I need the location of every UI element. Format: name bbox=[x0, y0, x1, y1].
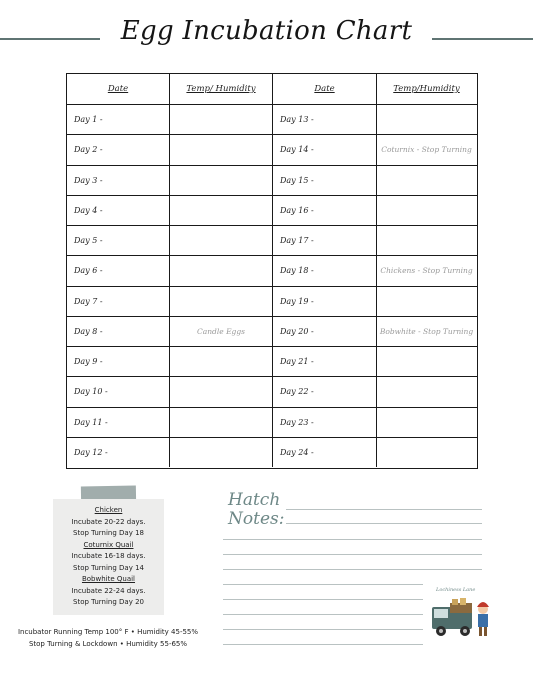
right-day-cell: Day 15 - bbox=[272, 166, 376, 195]
species-sticky-note bbox=[53, 499, 164, 615]
note-line bbox=[223, 614, 423, 615]
coturnix-title: Coturnix Quail bbox=[83, 540, 134, 549]
footer-running-temp: Incubator Running Temp 100° F • Humidity 45-55% bbox=[17, 628, 199, 636]
left-note-cell bbox=[169, 256, 272, 285]
note-line bbox=[223, 584, 423, 585]
left-note-cell bbox=[169, 287, 272, 316]
left-note-cell bbox=[169, 135, 272, 164]
right-day-cell: Day 22 - bbox=[272, 377, 376, 406]
table-row bbox=[67, 316, 477, 346]
footer-lockdown: Stop Turning & Lockdown • Humidity 55-65% bbox=[28, 640, 188, 648]
table-row bbox=[67, 407, 477, 437]
hatch-notes-title-line1: Hatch bbox=[228, 490, 281, 510]
right-note-cell bbox=[376, 347, 476, 376]
header-date-right: Date bbox=[272, 74, 376, 104]
left-note-cell bbox=[169, 438, 272, 467]
right-day-cell: Day 24 - bbox=[272, 438, 376, 467]
left-day-cell: Day 10 - bbox=[74, 387, 108, 397]
chicken-stop: Stop Turning Day 18 bbox=[73, 529, 144, 537]
page-title: Egg Incubation Chart bbox=[120, 16, 413, 46]
table-row bbox=[67, 134, 477, 164]
coturnix-incubate: Incubate 16-18 days. bbox=[71, 552, 146, 560]
note-line bbox=[223, 554, 482, 555]
left-day-cell: Day 4 - bbox=[74, 205, 103, 215]
left-note-cell bbox=[169, 226, 272, 255]
right-note-cell: Bobwhite - Stop Turning bbox=[376, 317, 476, 346]
left-day-cell: Day 8 - bbox=[74, 326, 103, 336]
left-day-cell: Day 11 - bbox=[74, 417, 108, 427]
right-day-cell: Day 16 - bbox=[272, 196, 376, 225]
header-temp-humidity-right: Temp/Humidity bbox=[376, 74, 476, 104]
right-day-cell: Day 13 - bbox=[272, 105, 376, 134]
left-note-cell bbox=[169, 377, 272, 406]
right-day-cell: Day 20 - bbox=[272, 317, 376, 346]
right-note-cell bbox=[376, 166, 476, 195]
note-line bbox=[223, 629, 423, 630]
right-day-cell: Day 19 - bbox=[272, 287, 376, 316]
title-rule-right bbox=[432, 38, 533, 40]
left-day-cell: Day 3 - bbox=[74, 175, 103, 185]
right-note-cell bbox=[376, 377, 476, 406]
table-row bbox=[67, 104, 477, 134]
left-note-cell bbox=[169, 166, 272, 195]
left-day-cell: Day 7 - bbox=[74, 296, 103, 306]
bobwhite-stop: Stop Turning Day 20 bbox=[73, 598, 144, 606]
right-note-cell bbox=[376, 287, 476, 316]
left-note-cell bbox=[169, 347, 272, 376]
title-rule-left bbox=[0, 38, 100, 40]
right-day-cell: Day 14 - bbox=[272, 135, 376, 164]
left-note-cell bbox=[169, 408, 272, 437]
left-day-cell: Day 5 - bbox=[74, 236, 103, 246]
right-day-cell: Day 18 - bbox=[272, 256, 376, 285]
note-line bbox=[223, 644, 423, 645]
note-line bbox=[286, 523, 482, 524]
right-note-cell bbox=[376, 408, 476, 437]
left-day-cell: Day 9 - bbox=[74, 357, 103, 367]
right-day-cell: Day 23 - bbox=[272, 408, 376, 437]
left-day-cell: Day 6 - bbox=[74, 266, 103, 276]
right-note-cell: Chickens - Stop Turning bbox=[376, 256, 476, 285]
incubation-table bbox=[66, 73, 478, 469]
left-day-cell: Day 12 - bbox=[74, 447, 108, 457]
table-header-row bbox=[67, 74, 477, 104]
table-row bbox=[67, 376, 477, 406]
header-date-left: Date bbox=[107, 84, 129, 94]
table-row bbox=[67, 255, 477, 285]
right-day-cell: Day 21 - bbox=[272, 347, 376, 376]
note-line bbox=[286, 509, 482, 510]
bobwhite-incubate: Incubate 22-24 days. bbox=[71, 586, 146, 595]
table-row bbox=[67, 286, 477, 316]
coturnix-stop: Stop Turning Day 14 bbox=[73, 563, 144, 572]
left-day-cell: Day 1 - bbox=[74, 115, 103, 125]
note-line bbox=[223, 539, 482, 540]
farm-truck-logo bbox=[428, 583, 500, 647]
hatch-notes-title bbox=[228, 491, 288, 529]
table-row bbox=[67, 195, 477, 225]
table-row bbox=[67, 225, 477, 255]
chicken-incubate: Incubate 20-22 days. bbox=[71, 517, 146, 526]
right-day-cell: Day 17 - bbox=[272, 226, 376, 255]
right-note-cell bbox=[376, 105, 476, 134]
left-note-cell: Candle Eggs bbox=[169, 317, 272, 346]
bobwhite-title: Bobwhite Quail bbox=[81, 575, 136, 583]
right-note-cell bbox=[376, 226, 476, 255]
right-note-cell bbox=[376, 438, 476, 467]
header-temp-humidity-left: Temp/ Humidity bbox=[169, 74, 272, 104]
chicken-title: Chicken bbox=[94, 506, 123, 514]
hatch-notes-title-line2: Notes: bbox=[228, 509, 285, 529]
right-note-cell: Coturnix - Stop Turning bbox=[376, 135, 476, 164]
table-row bbox=[67, 165, 477, 195]
table-row bbox=[67, 346, 477, 376]
right-note-cell bbox=[376, 196, 476, 225]
logo-name: Lochiness Lane bbox=[436, 587, 476, 593]
left-day-cell: Day 2 - bbox=[74, 145, 103, 155]
left-note-cell bbox=[169, 105, 272, 134]
left-note-cell bbox=[169, 196, 272, 225]
table-row bbox=[67, 437, 477, 467]
note-line bbox=[223, 599, 423, 600]
note-line bbox=[223, 569, 482, 570]
